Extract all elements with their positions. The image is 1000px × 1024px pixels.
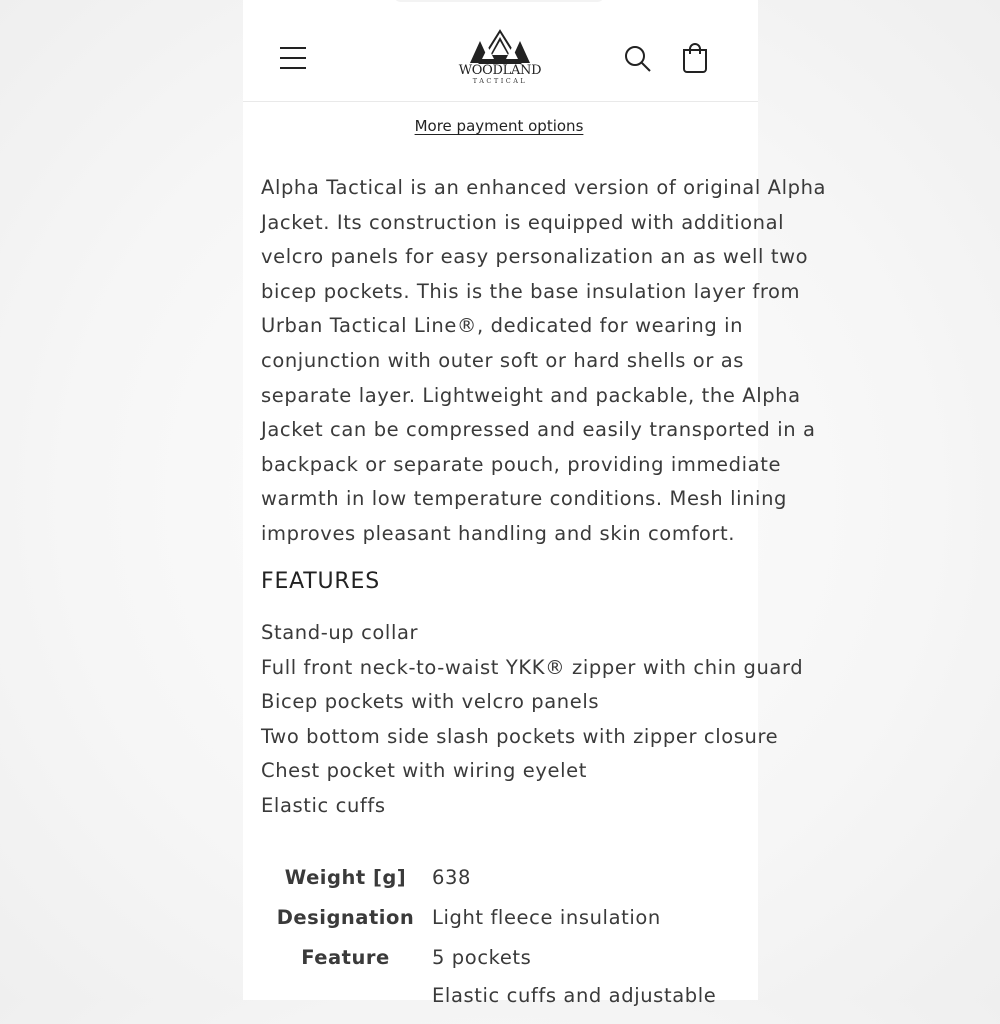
description-line: Jacket can be compressed and easily transported in a bbox=[261, 418, 816, 442]
spec-value: Light fleece insulation bbox=[432, 906, 661, 929]
description-line: Jacket. Its construction is equipped with additional bbox=[261, 210, 785, 234]
feature-item: Elastic cuffs bbox=[261, 793, 386, 817]
spec-value: 5 pockets bbox=[432, 946, 532, 969]
search-icon[interactable] bbox=[623, 44, 653, 74]
more-payment-options-link[interactable]: More payment options bbox=[414, 117, 584, 135]
spec-row bbox=[243, 946, 758, 986]
description-line: separate layer. Lightweight and packable, the Alpha bbox=[261, 383, 801, 407]
feature-item: Full front neck-to-waist YKK® zipper with chin guard bbox=[261, 655, 804, 679]
description-line: backpack or separate pouch, providing immediate bbox=[261, 452, 782, 476]
description-line: improves pleasant handling and skin comfort. bbox=[261, 521, 736, 545]
mountain-trees-icon bbox=[458, 29, 542, 65]
feature-item: Two bottom side slash pockets with zipper closure bbox=[261, 724, 779, 748]
spec-label: Feature bbox=[301, 946, 390, 969]
product-description bbox=[261, 171, 827, 552]
description-line: Alpha Tactical is an enhanced version of original Alpha bbox=[261, 176, 827, 199]
spec-row bbox=[243, 906, 758, 946]
woodland-tactical-logo[interactable] bbox=[458, 29, 542, 89]
spec-value: 638 bbox=[432, 866, 472, 889]
logo-subtitle: TACTICAL bbox=[472, 77, 528, 85]
feature-item: Bicep pockets with velcro panels bbox=[261, 690, 600, 714]
spec-row bbox=[243, 984, 758, 1024]
features-heading: FEATURES bbox=[261, 569, 380, 594]
site-header bbox=[243, 0, 758, 102]
spec-label: Designation bbox=[276, 906, 415, 929]
description-line: conjunction with outer soft or hard shells or as bbox=[261, 348, 745, 372]
product-page bbox=[243, 0, 827, 1007]
logo-wordmark: WOODLAND bbox=[458, 63, 542, 78]
spec-value: Elastic cuffs and adjustable bbox=[432, 984, 717, 1007]
description-line: velcro panels for easy personalization an as well two bbox=[261, 245, 809, 269]
description-line: warmth in low temperature conditions. Mesh lining bbox=[261, 487, 788, 511]
description-line: bicep pockets. This is the base insulation layer from bbox=[261, 279, 801, 303]
cart-icon[interactable] bbox=[680, 42, 710, 74]
feature-item: Chest pocket with wiring eyelet bbox=[261, 759, 587, 783]
spec-row bbox=[243, 866, 758, 906]
hamburger-menu-icon[interactable] bbox=[279, 44, 307, 72]
description-line: Urban Tactical Line®, dedicated for wearing in bbox=[261, 314, 744, 338]
feature-item: Stand-up collar bbox=[261, 621, 419, 644]
features-list bbox=[261, 616, 803, 824]
spec-label: Weight [g] bbox=[284, 866, 407, 889]
